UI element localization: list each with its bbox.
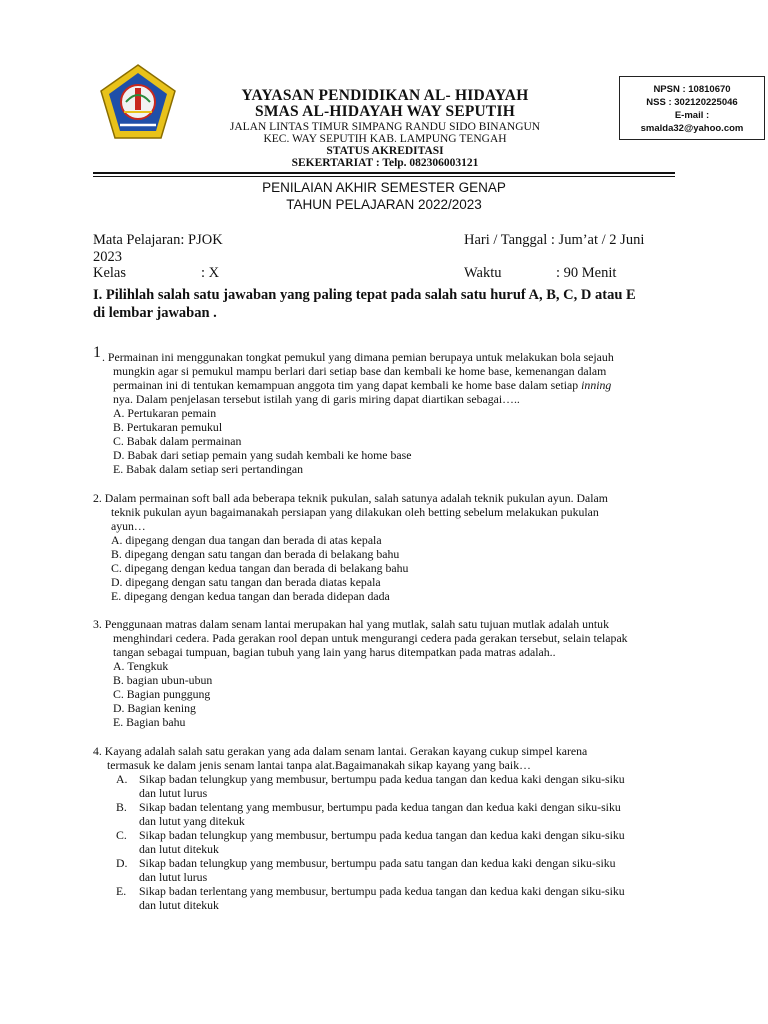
address-line-1: JALAN LINTAS TIMUR SIMPANG RANDU SIDO BINANGUN bbox=[229, 121, 541, 133]
foundation-name: YAYASAN PENDIDIKAN AL- HIDAYAH bbox=[241, 87, 529, 104]
question-text: menghindari cedera. Pada gerakan rool depan untuk mengurangi cedera pada gerakan tersebut, selain telapak bbox=[113, 631, 628, 645]
option-e[interactable]: E. dipegang dengan kedua tangan dan berada didepan dada bbox=[111, 589, 390, 603]
question-number: 1 bbox=[93, 344, 101, 361]
question-text: teknik pukulan ayun bagaimanakah persiapan yang dilakukan oleh betting sebelum melakukan pukulan bbox=[111, 505, 599, 519]
option-d[interactable]: Sikap badan telungkup yang membusur, bertumpu pada satu tangan dan kedua kaki dengan siku-siku bbox=[139, 856, 616, 870]
question-1 bbox=[93, 346, 683, 480]
option-e-key[interactable]: E. bbox=[116, 884, 127, 898]
instruction-line-1: I. Pilihlah salah satu jawaban yang paling tepat pada salah satu huruf A, B, C, D atau E bbox=[93, 287, 636, 303]
day-date-label: Hari / Tanggal : Jum’at / 2 Juni bbox=[464, 232, 645, 248]
option-c-cont[interactable]: dan lutut ditekuk bbox=[139, 842, 219, 856]
npsn: NPSN : 10810670 bbox=[653, 84, 731, 95]
question-text: 4. Kayang adalah salah satu gerakan yang ada dalam senam lantai. Gerakan kayang cukup simpel karena bbox=[93, 744, 588, 758]
class-value: : X bbox=[201, 265, 220, 281]
option-a[interactable]: Sikap badan telungkup yang membusur, bertumpu pada kedua tangan dan kedua kaki dengan siku-siku bbox=[139, 772, 625, 786]
option-b[interactable]: Sikap badan telentang yang membusur, bertumpu pada kedua tangan dan kedua kaki dengan siku-siku bbox=[139, 800, 621, 814]
option-e[interactable]: Sikap badan terlentang yang membusur, bertumpu pada kedua tangan dan kedua kaki dengan siku-siku bbox=[139, 884, 625, 898]
option-a[interactable]: A. Pertukaran pemain bbox=[113, 406, 217, 420]
question-text: permainan ini di tentukan kemampuan anggota tim yang dapat kembali ke home base dalam setiap inning bbox=[113, 378, 612, 392]
accreditation-status: STATUS AKREDITASI bbox=[326, 145, 444, 157]
question-text: . Permainan ini menggunakan tongkat pemukul yang dimana pemian berupaya untuk melakukan bola sejauh bbox=[102, 350, 614, 364]
option-e[interactable]: E. Bagian bahu bbox=[113, 715, 186, 729]
option-b-key[interactable]: B. bbox=[116, 800, 127, 814]
header-divider-thin bbox=[93, 176, 675, 177]
option-b[interactable]: B. bagian ubun-ubun bbox=[113, 673, 213, 687]
time-label: Waktu bbox=[464, 265, 502, 281]
question-text: nya. Dalam penjelasan tersebut istilah yang di garis miring dapat diartikan sebagai….. bbox=[113, 392, 520, 406]
email-label: E-mail : bbox=[674, 110, 710, 121]
address-line-2: KEC. WAY SEPUTIH KAB. LAMPUNG TENGAH bbox=[263, 133, 507, 145]
exam-title: PENILAIAN AKHIR SEMESTER GENAP bbox=[262, 180, 506, 195]
option-b-cont[interactable]: dan lutut yang ditekuk bbox=[139, 814, 245, 828]
option-a[interactable]: A. Tengkuk bbox=[113, 659, 169, 673]
option-c[interactable]: Sikap badan telungkup yang membusur, bertumpu pada kedua tangan dan kedua kaki dengan siku-siku bbox=[139, 828, 625, 842]
option-e[interactable]: E. Babak dalam setiap seri pertandingan bbox=[113, 462, 303, 476]
question-2 bbox=[93, 491, 683, 607]
instruction bbox=[93, 286, 683, 322]
question-4 bbox=[93, 744, 683, 914]
option-c[interactable]: C. Babak dalam permainan bbox=[113, 434, 242, 448]
italic-term: inning bbox=[581, 378, 612, 392]
question-text: termasuk ke dalam jenis senam lantai tanpa alat.Bagaimanakah sikap kayang yang baik… bbox=[107, 758, 531, 772]
option-a-cont[interactable]: dan lutut lurus bbox=[139, 786, 208, 800]
email-address: smalda32@yahoo.com bbox=[640, 123, 744, 134]
school-logo bbox=[98, 62, 178, 142]
option-c[interactable]: C. Bagian punggung bbox=[113, 687, 211, 701]
header-divider bbox=[93, 172, 675, 174]
option-d[interactable]: D. Bagian kening bbox=[113, 701, 196, 715]
question-text: 2. Dalam permainan soft ball ada beberapa teknik pukulan, salah satunya adalah teknik pukulan ayun. Dalam bbox=[93, 491, 608, 505]
option-b[interactable]: B. Pertukaran pemukul bbox=[113, 420, 223, 434]
class-label: Kelas bbox=[93, 265, 127, 281]
option-a[interactable]: A. dipegang dengan dua tangan dan berada di atas kepala bbox=[111, 533, 382, 547]
option-e-cont[interactable]: dan lutut ditekuk bbox=[139, 898, 219, 912]
instruction-line-2: di lembar jawaban . bbox=[93, 305, 217, 321]
subject-label: Mata Pelajaran: PJOK bbox=[93, 232, 223, 248]
question-3 bbox=[93, 617, 683, 733]
option-a-key[interactable]: A. bbox=[116, 772, 128, 786]
school-name: SMAS AL-HIDAYAH WAY SEPUTIH bbox=[255, 103, 515, 120]
option-b[interactable]: B. dipegang dengan satu tangan dan berada di belakang bahu bbox=[111, 547, 400, 561]
option-c[interactable]: C. dipegang dengan kedua tangan dan berada di belakang bahu bbox=[111, 561, 409, 575]
question-text: 3. Penggunaan matras dalam senam lantai merupakan hal yang mutlak, salah satu tujuan mutlak adalah untuk bbox=[93, 617, 609, 631]
time-value: : 90 Menit bbox=[556, 265, 617, 281]
secretariat-phone: SEKERTARIAT : Telp. 082306003121 bbox=[291, 157, 479, 169]
nss: NSS : 302120225046 bbox=[646, 97, 738, 108]
exam-year: TAHUN PELAJARAN 2022/2023 bbox=[286, 197, 482, 212]
school-info-box bbox=[619, 76, 765, 140]
option-d-key[interactable]: D. bbox=[116, 856, 128, 870]
option-d[interactable]: D. dipegang dengan satu tangan dan berada diatas kepala bbox=[111, 575, 381, 589]
question-text: mungkin agar si pemukul mampu berlari dari setiap base dan kembali ke home base, kemenangan dalam bbox=[113, 364, 607, 378]
year-wrap: 2023 bbox=[93, 249, 122, 265]
option-d-cont[interactable]: dan lutut lurus bbox=[139, 870, 208, 884]
question-text: tangan sebagai tumpuan, bagian tubuh yang lain yang harus ditempatkan pada matras adalah.. bbox=[113, 645, 556, 659]
option-c-key[interactable]: C. bbox=[116, 828, 127, 842]
option-d[interactable]: D. Babak dari setiap pemain yang sudah kembali ke home base bbox=[113, 448, 412, 462]
question-text: ayun… bbox=[111, 519, 146, 533]
